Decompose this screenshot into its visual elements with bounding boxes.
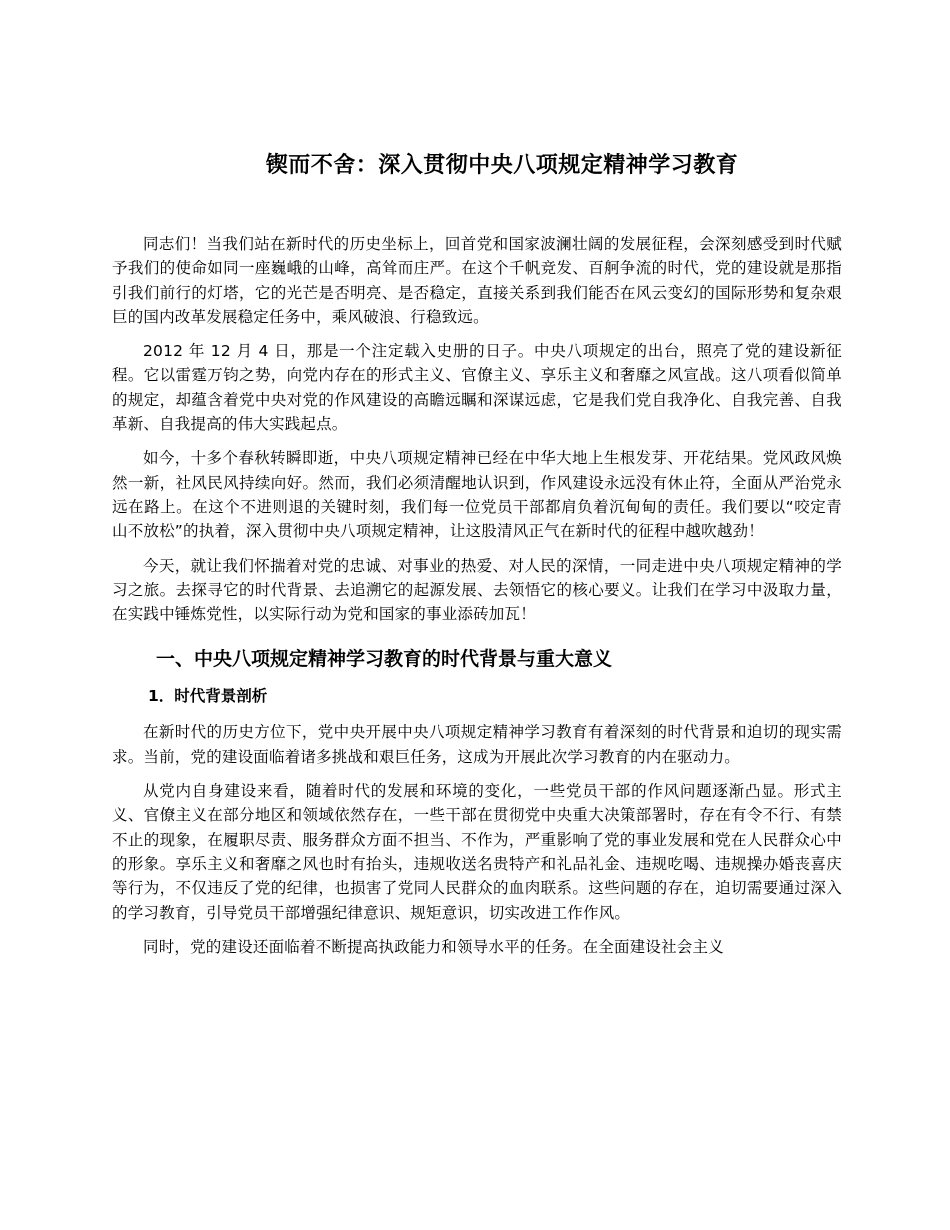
subsection-heading: 1．时代背景剖析 [148,687,268,706]
intro-paragraph-1: 同志们！当我们站在新时代的历史坐标上，回首党和国家波澜壮阔的发展征程，会深刻感受到时代赋予我们的使命如同一座巍峨的山峰，高耸而庄严。在这个千帆竞发、百舸争流的时代，党的建设就是那指引我们前行的灯塔，它的光芒是否明亮、是否稳定，直接关系到我们能否在风云变幻的国际形势和复杂艰巨的国内改革发展稳定任务中，乘风破浪、行稳致远。 [112,235,842,326]
document-title: 锲而不舍：深入贯彻中央八项规定精神学习教育 [265,153,739,178]
intro-paragraph-4: 今天，就让我们怀揣着对党的忠诚、对事业的热爱、对人民的深情，一同走进中央八项规定精神的学习之旅。去探寻它的时代背景、去追溯它的起源发展、去领悟它的核心要义。让我们在学习中汲取力量，在实践中锤炼党性，以实际行动为党和国家的事业添砖加瓦！ [112,556,842,624]
intro-paragraph-3: 如今，十多个春秋转瞬即逝，中央八项规定精神已经在中华大地上生根发芽、开花结果。党风政风焕然一新，社风民风持续向好。然而，我们必须清醒地认识到，作风建设永远没有休止符，全面从严治党永远在路上。在这个不进则退的关键时刻，我们每一位党员干部都肩负着沉甸甸的责任。我们要以“咬定青山不放松”的执着，深入贯彻中央八项规定精神，让这股清风正气在新时代的征程中越吹越劲！ [112,449,842,541]
section-paragraph-1: 在新时代的历史方位下，党中央开展中央八项规定精神学习教育有着深刻的时代背景和迫切的现实需求。当前，党的建设面临着诸多挑战和艰巨任务，这成为开展此次学习教育的内在驱动力。 [112,723,842,766]
document-body [112,232,842,969]
intro-paragraph-2: 2012 年 12 月 4 日，那是一个注定载入史册的日子。中央八项规定的出台，照亮了党的建设新征程。它以雷霆万钧之势，向党内存在的形式主义、官僚主义、享乐主义和奢靡之风宣战。这八项看似简单的规定，却蕴含着党中央对党的作风建设的高瞻远瞩和深谋远虑，它是我们党自我净化、自我完善、自我革新、自我提高的伟大实践起点。 [112,342,842,434]
section-heading: 一、中央八项规定精神学习教育的时代背景与重大意义 [156,648,613,671]
section-paragraph-2: 从党内自身建设来看，随着时代的发展和环境的变化，一些党员干部的作风问题逐渐凸显。形式主义、官僚主义在部分地区和领域依然存在，一些干部在贯彻党中央重大决策部署时，存在有令不行、有禁不止的现象，在履职尽责、服务群众方面不担当、不作为，严重影响了党的事业发展和党在人民群众心中的形象。享乐主义和奢靡之风也时有抬头，违规收送名贵特产和礼品礼金、违规吃喝、违规操办婚丧喜庆等行为，不仅违反了党的纪律，也损害了党同人民群众的血肉联系。这些问题的存在，迫切需要通过深入的学习教育，引导党员干部增强纪律意识、规矩意识，切实改进工作作风。 [112,782,842,922]
section-paragraph-3: 同时，党的建设还面临着不断提高执政能力和领导水平的任务。在全面建设社会主义 [143,937,724,956]
